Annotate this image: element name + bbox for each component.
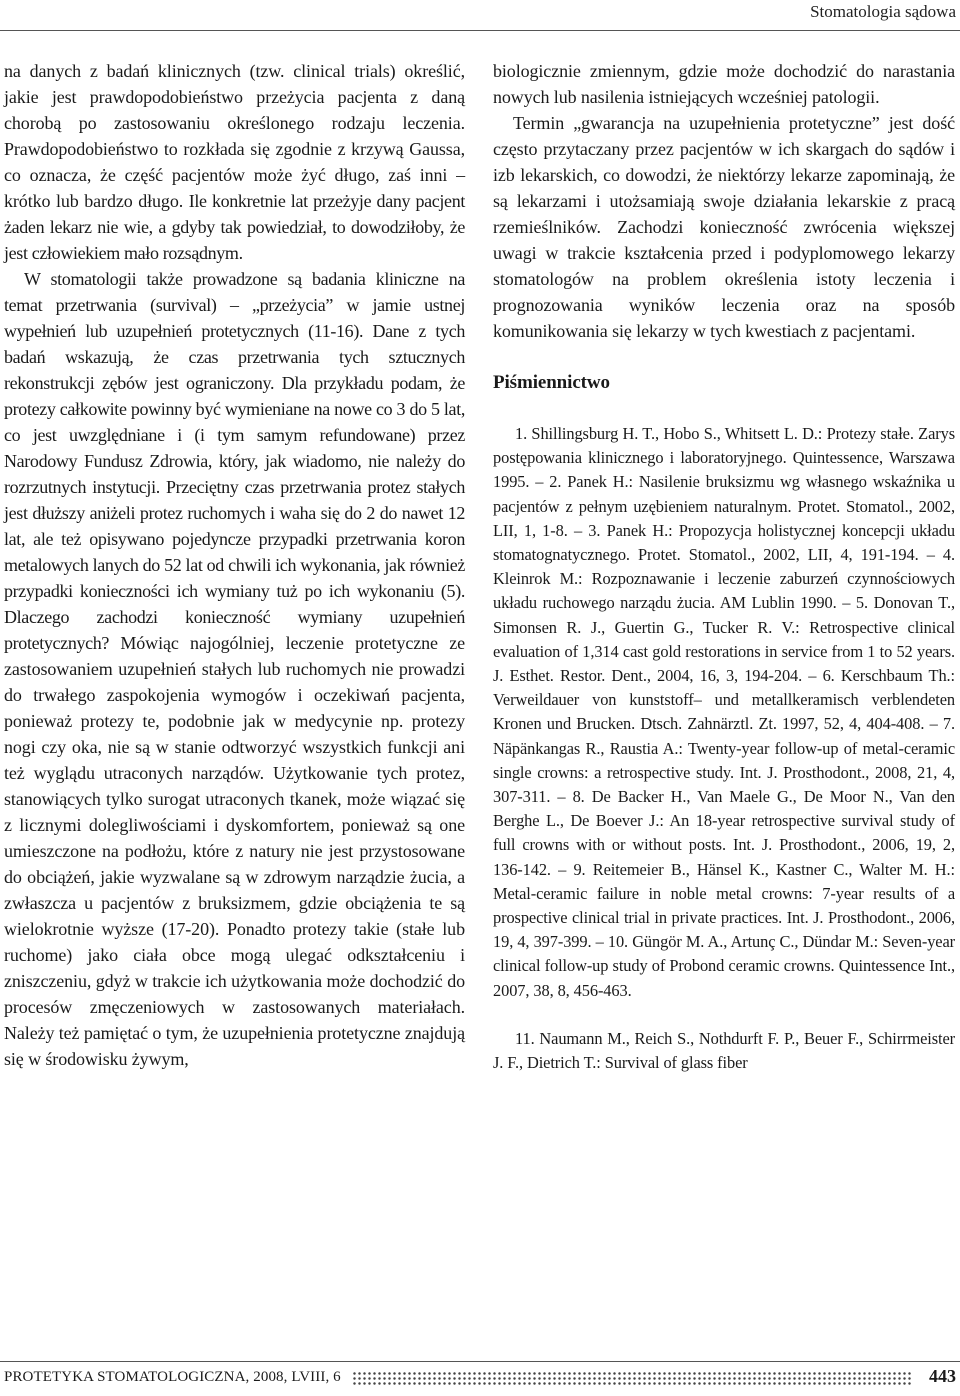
left-column xyxy=(4,58,465,1072)
body-paragraph xyxy=(4,266,465,1072)
body-paragraph: Termin „gwarancja na uzupełnienia protetyczne” jest dość często przytaczany przez pacjentów w ich skargach do sądów i izb lekarskich, co dowodzi, że niektórzy lekarze zapominają, że są lekarzami i utożsamiają swoje działania lekarskie z pracą rzemieślników. Zachodzi konieczność zwrócenia większej uwagi w trakcie kształcenia przed i podyplomowego lekarzy stomatologów na problem określenia istoty leczenia i prognozowania wyników leczenia oraz na sposób komunikowania się lekarzy w tych kwestiach z pacjentami. xyxy=(493,113,955,341)
references-heading: Piśmiennictwo xyxy=(493,372,610,393)
references-block: 1. Shillingsburg H. T., Hobo S., Whitsett L. D.: Protezy stałe. Zarys postępowania klinicznego i laboratoryjnego. Quintessence, Warszawa 1995. – 2. Panek H.: Nasilenie bruksizmu wg własnego wskaźnika u pacjentów z pełnym uzębieniem naturalnym. Protet. Stomatol., 2002, LII, 1, 1-8. – 3. Panek H.: Propozycja holistycznej koncepcji układu stomatognatycznego. Protet. Stomatol., 2002, LII, 4, 191-194. – 4. Kleinrok M.: Rozpoznawanie i leczenie zaburzeń czynnościowych układu ruchowego narządu żucia. AM Lublin 1990. – 5. Donovan T., Simonsen R. J., Guertin G., Tucker R. V.: Retrospective clinical evaluation of 1,314 cast gold restorations in service from 1 to 52 years. J. Esthet. Restor. Dent., 2004, 16, 3, 194-204. – 6. Kerschbaum Th.: Verweildauer von kunststoff– und metallkeramisch verblendeten Kronen und Brucken. Dtsch. Zahnärztl. Zt. 1997, 52, 4, 404-408. – 7. Näpänkangas R., Raustia A.: Twenty-year follow-up of metal-ceramic single crowns: a retrospective study. Int. J. Prosthodont., 2008, 21, 4, 307-311. – 8. De Backer H., Van Maele G., De Moor N., Van den Berghe L., De Boever J.: An 18-year retrospective survival study of full crowns with or without posts. Int. J. Prosthodont., 2006, 19, 2, 136-142. – 9. Reitemeier B., Hänsel K., Kastner C., Walter M. H.: Metal-ceramic failure in noble metal crowns: 7-year results of a prospective clinical trial in private practices. Int. J. Prosthodont., 2006, 19, 4, 397-399. – 10. Güngör M. A., Artunç C., Dündar M.: Seven-year clinical follow-up study of Probond ceramic crowns. Quintessence Int., 2007, 38, 8, 456-463. xyxy=(493,424,955,1000)
dot-leader xyxy=(352,1371,912,1385)
running-head: Stomatologia sądowa xyxy=(810,2,956,21)
body-text-sans-segment: na danych z badań klinicznych (tzw. clinical trials) określić, jakie jest prawdopodobieństwo przeżycia pacjenta z daną chorobą po zastosowaniu określonego rodzaju leczenia. Prawdopodobieństwo to rozkłada się zgodnie z krzywą Gaussa, co oznacza, że część pacjentów może żyć długo, zaś inni – krótko lub bardzo długo. xyxy=(4,61,465,211)
footer-rule xyxy=(0,1361,960,1362)
journal-citation: PROTETYKA STOMATOLOGICZNA, 2008, LVIII, 6 xyxy=(4,1369,341,1385)
header-rule xyxy=(0,30,960,31)
references-block: 11. Naumann M., Reich S., Nothdurft F. P., Beuer F., Schirrmeister J. F., Dietrich T.: Survival of glass fiber xyxy=(493,1028,955,1073)
page-number: 443 xyxy=(929,1366,956,1386)
body-text-condensed-segment: Ile konkretnie lat przeżyje dany pacjent żaden lekarz nie wie, a gdyby tak powiedział, to dowodziłoby, że jest człowiekiem mało rozsądnym. xyxy=(4,191,465,263)
body-paragraph xyxy=(4,58,465,266)
body-text-segment: Mówiąc najogólniej, leczenie protetyczne ze zastosowaniem uzupełnień stałych lub ruchomych nie prowadzi do trwałego zaspokojenia wymogów i oczekiwań pacjenta, ponieważ protezy te, podobnie jak w medycynie np. protezy nogi czy oka, nie są w stanie odtworzyć wszystkich funkcji ani też wyglądu utraconych narządów. Użytkowanie tych protez, stanowiących tylko surogat utraconych tkanek, może wiązać się z licznymi dolegliwościami i dyskomfortem, ponieważ są one umieszczone na podłożu, które z natury nie jest przystosowane do obciążeń, jakie wyzwalane są w zdrowym narządzie żucia, a zwłaszcza u pacjentów z bruksizmem, gdzie obciążenia te są wielokrotnie wyższe (17-20). Ponadto protezy takie (stałe lub ruchome) jako ciała obce mogą ulegać odkształceniu i zniszczeniu, gdyż w trakcie ich użytkowania może dochodzić do procesów zmęczeniowych w zastosowanych materiałach. Należy też pamiętać o tym, że uzupełnienia protetyczne znajdują się w środowisku żywym, xyxy=(4,633,466,1069)
references-list xyxy=(493,422,955,1075)
body-text-condensed-segment: W stomatologii także prowadzone są badania kliniczne na temat przetrwania (survival) – „przeżycia” w jamie ustnej wypełnień lub uzupełnień protetycznych (11-16). Dane z tych badań wskazują, że czas przetrwania tych sztucznych rekonstrukcji zębów jest ograniczony. Dla przykładu podam, że protezy całkowite powinny być wymieniane na nowe co 3 do 5 lat, co jest uwzględniane i (i tym samym refundowane) przez Narodowy Fundusz Zdrowia, który, jak wiadomo, nie należy do rozrzutnych instytucji. Przeciętny czas przetrwania protez stałych jest dłuższy aniżeli protez ruchomych i waha się do 2 do nawet 12 lat, ale też opisywano pojedyncze przypadki przetrwania koron metalowych lanych do 52 lat od chwili ich wykonania, jak również przypadki konieczności ich wymiany tuż po ich wykonaniu (5). Dlaczego zachodzi konieczność wymiany uzupełnień protetycznych? xyxy=(4,269,465,653)
body-paragraph: biologicznie zmiennym, gdzie może dochodzić do narastania nowych lub nasilenia istniejących wcześniej patologii. xyxy=(493,61,955,107)
right-column xyxy=(493,58,955,1075)
